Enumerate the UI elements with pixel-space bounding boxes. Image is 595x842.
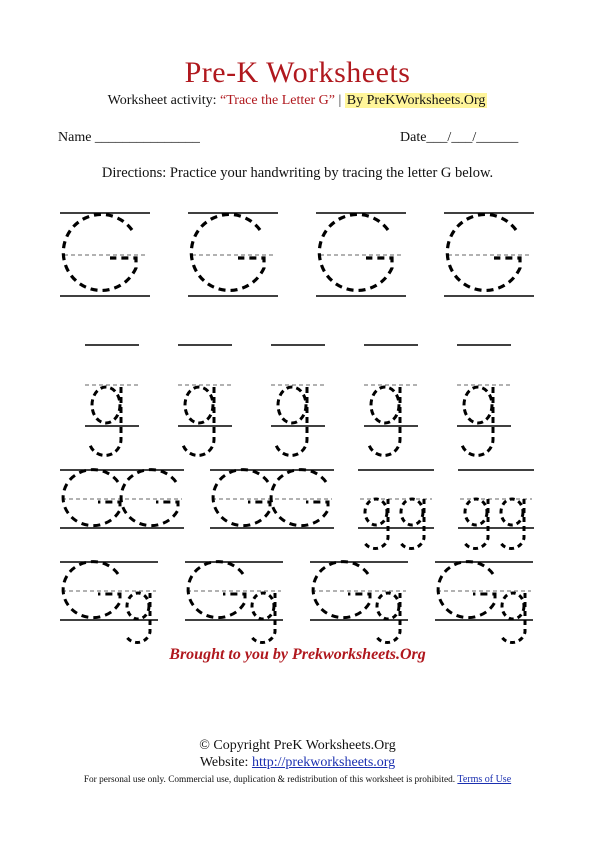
letter-g-trace[interactable] [191, 214, 264, 290]
letter-g-trace[interactable] [183, 387, 214, 455]
page-title: Pre-K Worksheets [184, 56, 411, 89]
usage-notice [0, 774, 595, 785]
letter-g-trace[interactable] [500, 499, 524, 548]
letter-g-trace[interactable] [369, 387, 400, 455]
website-link[interactable]: http://prekworksheets.org [251, 755, 396, 770]
letter-g-trace[interactable] [376, 593, 400, 642]
letter-g-trace[interactable] [400, 499, 424, 548]
letter-g-trace[interactable] [276, 387, 307, 455]
name-field[interactable]: Name _______________ [58, 130, 200, 145]
letter-g-trace[interactable] [447, 214, 520, 290]
letter-g-trace[interactable] [213, 470, 270, 526]
letter-g-trace[interactable] [319, 214, 392, 290]
letter-g-trace[interactable] [464, 499, 488, 548]
letter-g-trace[interactable] [90, 387, 121, 455]
website-line [0, 755, 595, 771]
brought-to-you-text: Brought to you by Prekworksheets.Org [169, 646, 426, 663]
letter-g-trace[interactable] [121, 470, 178, 526]
letter-g-trace[interactable] [63, 562, 120, 618]
row-big-g [60, 213, 534, 296]
letter-g-trace[interactable] [364, 499, 388, 548]
letter-g-trace[interactable] [63, 470, 120, 526]
directions-text: Directions: Practice your handwriting by tracing the letter G below. [101, 165, 494, 181]
row-small-g [85, 345, 511, 455]
letter-g-trace[interactable] [438, 562, 495, 618]
row-pairs [60, 470, 534, 549]
copyright-text: © Copyright PreK Worksheets.Org [199, 738, 396, 753]
letter-g-trace[interactable] [501, 593, 525, 642]
letter-g-trace[interactable] [126, 593, 150, 642]
letter-g-trace[interactable] [251, 593, 275, 642]
activity-name: “Trace the Letter G” [220, 93, 335, 108]
activity-separator: | [338, 93, 342, 108]
date-field[interactable]: Date___/___/______ [400, 130, 519, 145]
notice-text: For personal use only. Commercial use, duplication & redistribution of this worksheet is prohibited. [83, 775, 456, 785]
letter-g-trace[interactable] [63, 214, 136, 290]
letter-g-trace[interactable] [188, 562, 245, 618]
activity-prefix: Worksheet activity: [107, 93, 217, 108]
row-gg [60, 562, 533, 643]
letter-g-trace[interactable] [313, 562, 370, 618]
website-label: Website: [199, 755, 249, 770]
terms-of-use-link[interactable]: Terms of Use [457, 774, 512, 785]
letter-g-trace[interactable] [271, 470, 328, 526]
letter-g-trace[interactable] [462, 387, 493, 455]
by-line: By PreKWorksheets.Org [346, 93, 486, 108]
